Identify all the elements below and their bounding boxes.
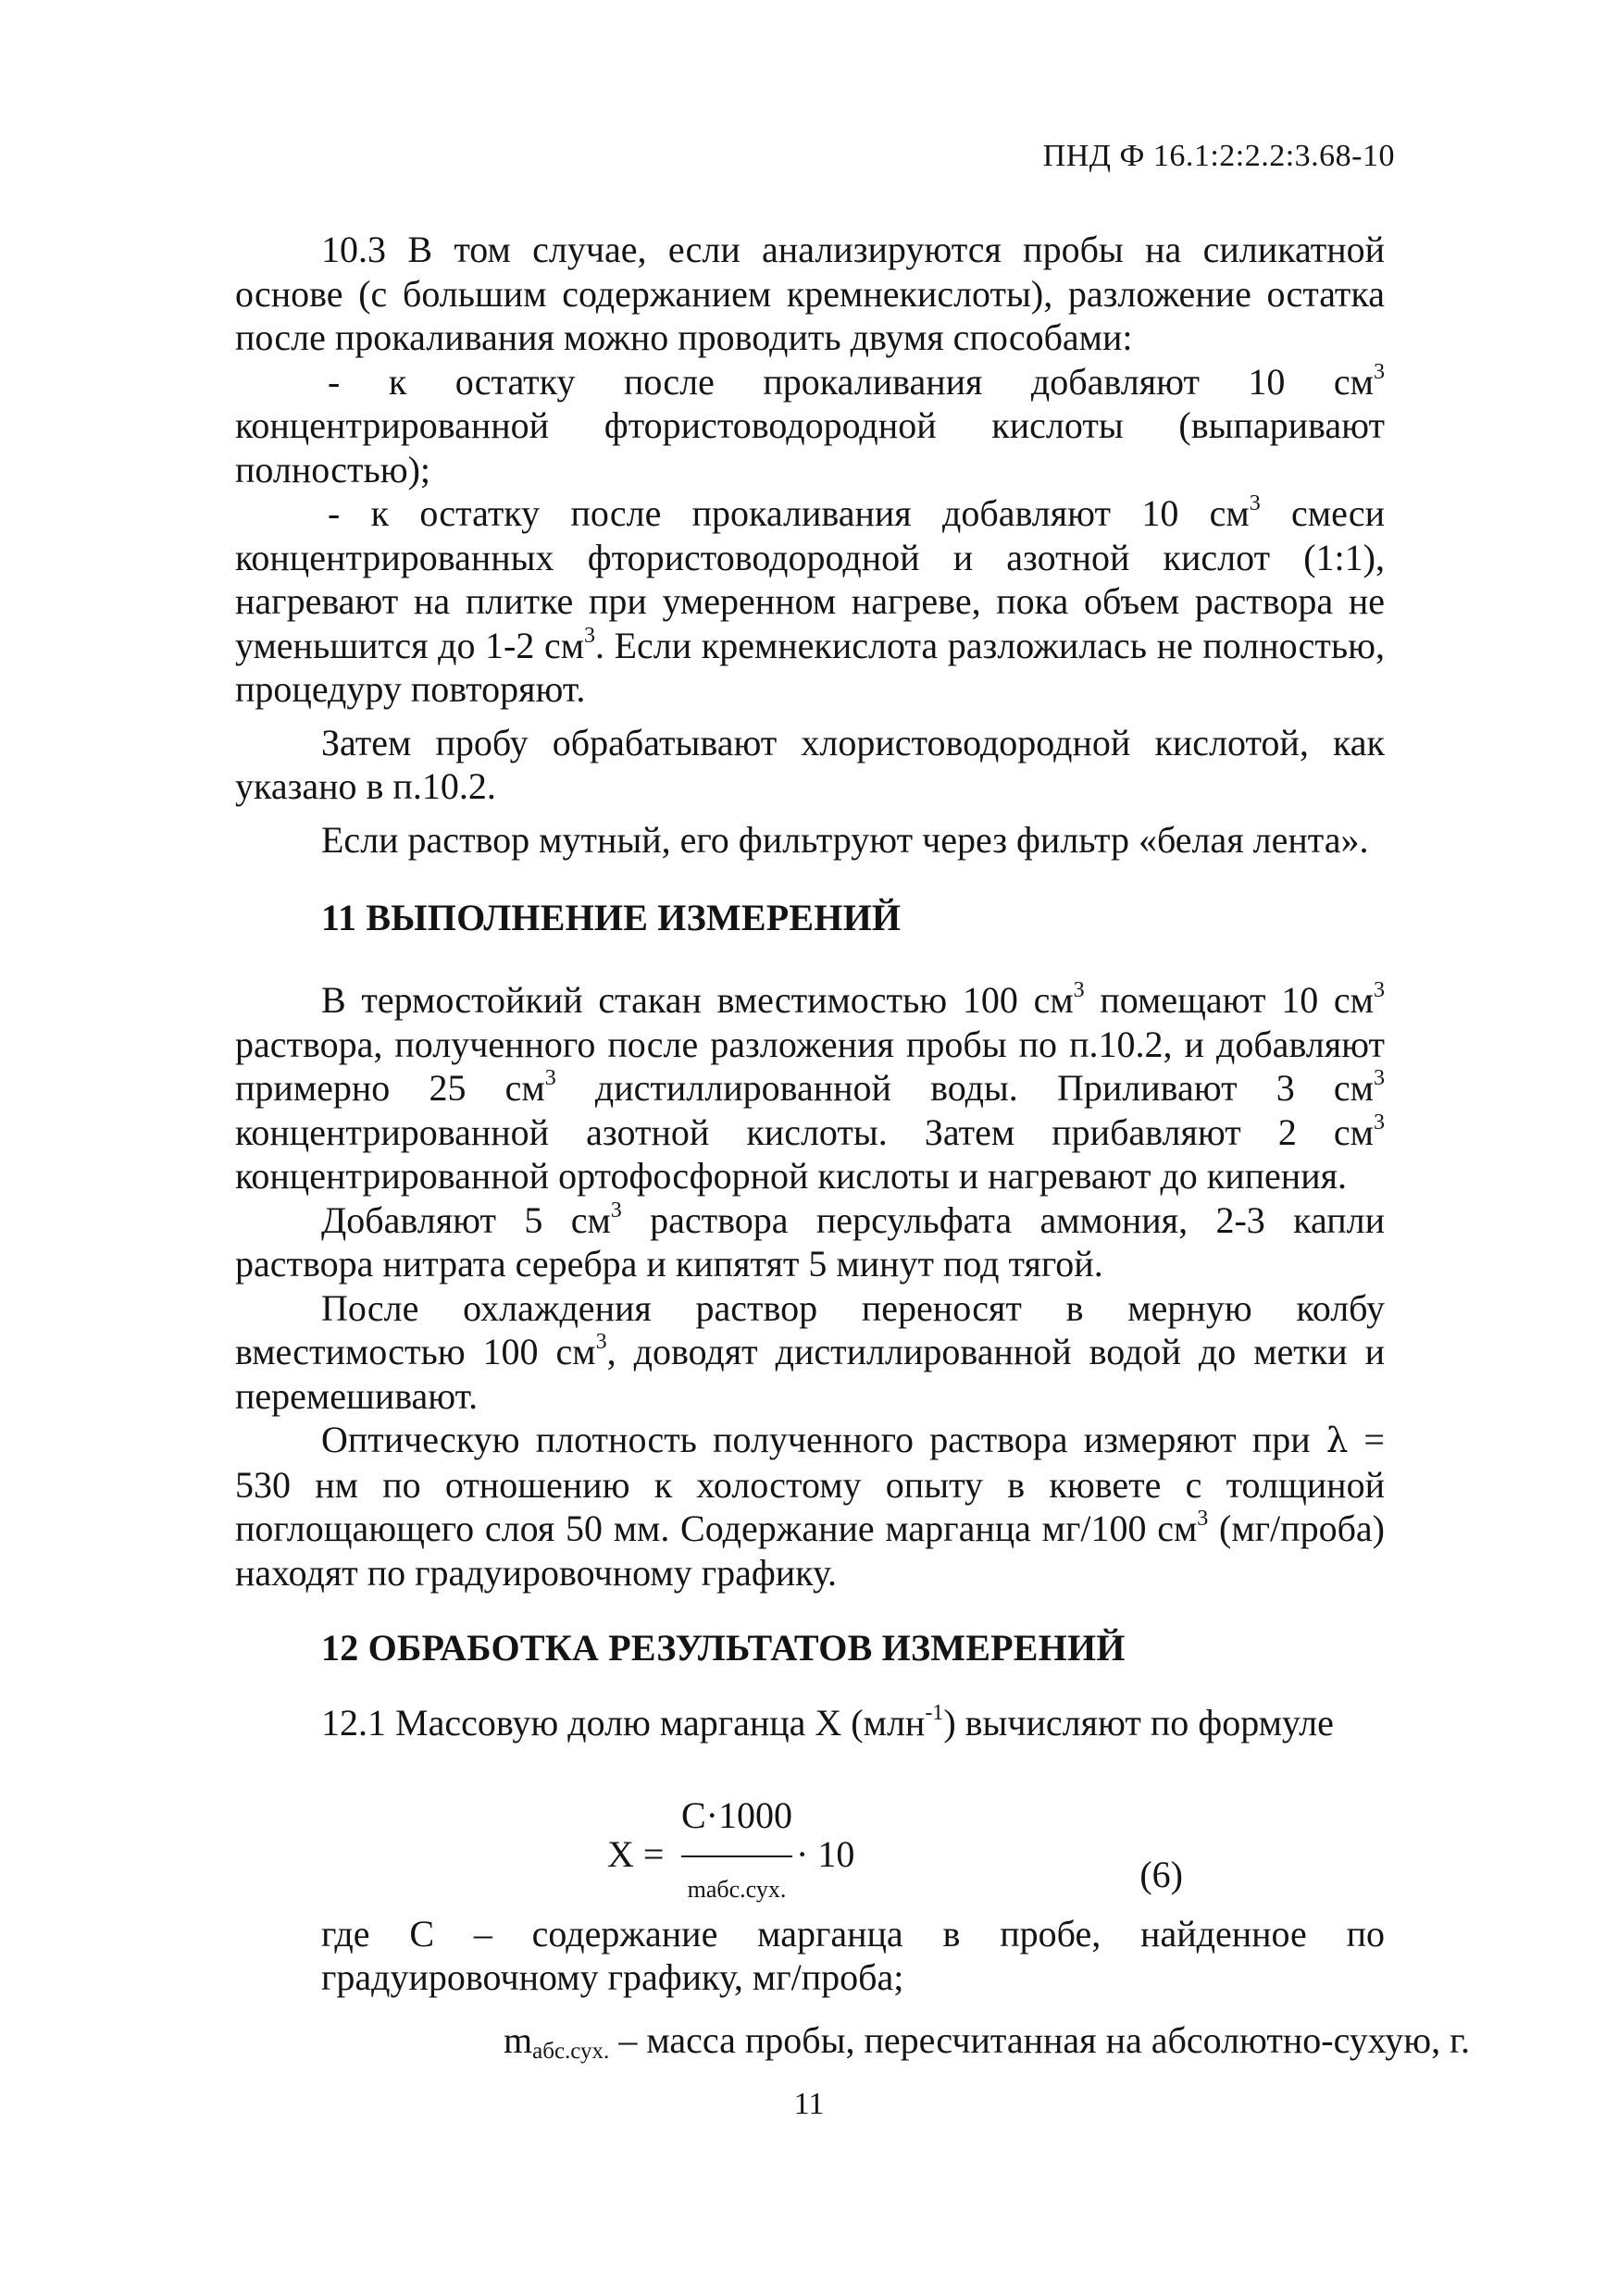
formula-numerator: C·1000	[681, 1793, 792, 1836]
paragraph-measurement-2: Добавляют 5 $см^3$ раствора персульфата аммония, 2-3 капли раствора нитрата серебра и кипятят 5 минут под тягой.	[235, 1198, 1385, 1285]
formula-definition-c: где C – содержание марганца в пробе, найденное по градуировочному графику, мг/проба;	[321, 1912, 1385, 1998]
paragraph-10-3: 10.3 В том случае, если анализируются пробы на силикатной основе (с большим содержанием кремнекислоты), разложение остатка после прокаливания можно проводить двумя способами:	[235, 229, 1385, 358]
paragraph-hcl-treatment: Затем пробу обрабатывают хлористоводородной кислотой, как указано в п.10.2.	[235, 721, 1385, 807]
list-item-1: - к остатку после прокаливания добавляют 10 $см^3$ концентрированной фтористоводородной кислоты (выпаривают полностью);	[235, 359, 1385, 490]
document-body	[235, 228, 1471, 2064]
paragraph-filter: Если раствор мутный, его фильтруют через фильтр «белая лента».	[321, 818, 1369, 861]
list-item-2: - к остатку после прокаливания добавляют 10 $см^3$ смеси концентрированных фтористоводородной и азотной кислот (1:1), нагревают на плитке при умеренном нагреве, пока объем раствора не уменьшится до 1-2 $см^3$. Если кремнекислота разложилась не полностью, процедуру повторяют.	[235, 491, 1385, 710]
formula-denominator: mабс.сух.	[687, 1875, 787, 1903]
section-heading-11: 11 ВЫПОЛНЕНИЕ ИЗМЕРЕНИЙ	[321, 897, 902, 938]
paragraph-12-1: 12.1 Массовую долю марганца X (млн$^{-1}$) вычисляют по формуле	[321, 1701, 1334, 1744]
formula-6	[235, 1782, 1385, 1912]
formula-lhs: X =	[607, 1832, 665, 1875]
fraction-bar	[681, 1855, 792, 1857]
document-header: ПНД Ф 16.1:2:2.2:3.68-10	[1042, 139, 1395, 173]
equation-number: (6)	[1139, 1853, 1183, 1895]
paragraph-measurement-3: После охлаждения раствор переносят в мерную колбу вместимостью 100 $см^3$, доводят дистиллированной водой до метки и перемешивают.	[235, 1286, 1386, 1417]
page-number: 11	[793, 2087, 825, 2121]
section-heading-12: 12 ОБРАБОТКА РЕЗУЛЬТАТОВ ИЗМЕРЕНИЙ	[321, 1627, 1126, 1669]
paragraph-measurement-4: Оптическую плотность полученного раствора измеряют при λ = 530 нм по отношению к холостому опыту в кювете с толщиной поглощающего слоя 50 мм. Содержание марганца мг/100 $см^3$ (мг/проба) находят по градуировочному графику.	[235, 1419, 1385, 1594]
paragraph-measurement-1: В термостойкий стакан вместимостью 100 $см^3$ помещают 10 $см^3$ раствора, полученного после разложения пробы по п.10.2, и добавляют примерно 25 $см^3$ дистиллированной воды. Приливают 3 $см^3$ концентрированной азотной кислоты. Затем прибавляют 2 $см^3$ концентрированной ортофосфорной кислоты и нагревают до кипения.	[235, 978, 1385, 1197]
lambda-symbol: λ	[1326, 1421, 1349, 1460]
formula-definition-m: $m_{абс.сух.}$ – масса пробы, пересчитанная на абсолютно-сухую, г.	[504, 2018, 1471, 2064]
formula-multiplier: · 10	[796, 1832, 855, 1875]
